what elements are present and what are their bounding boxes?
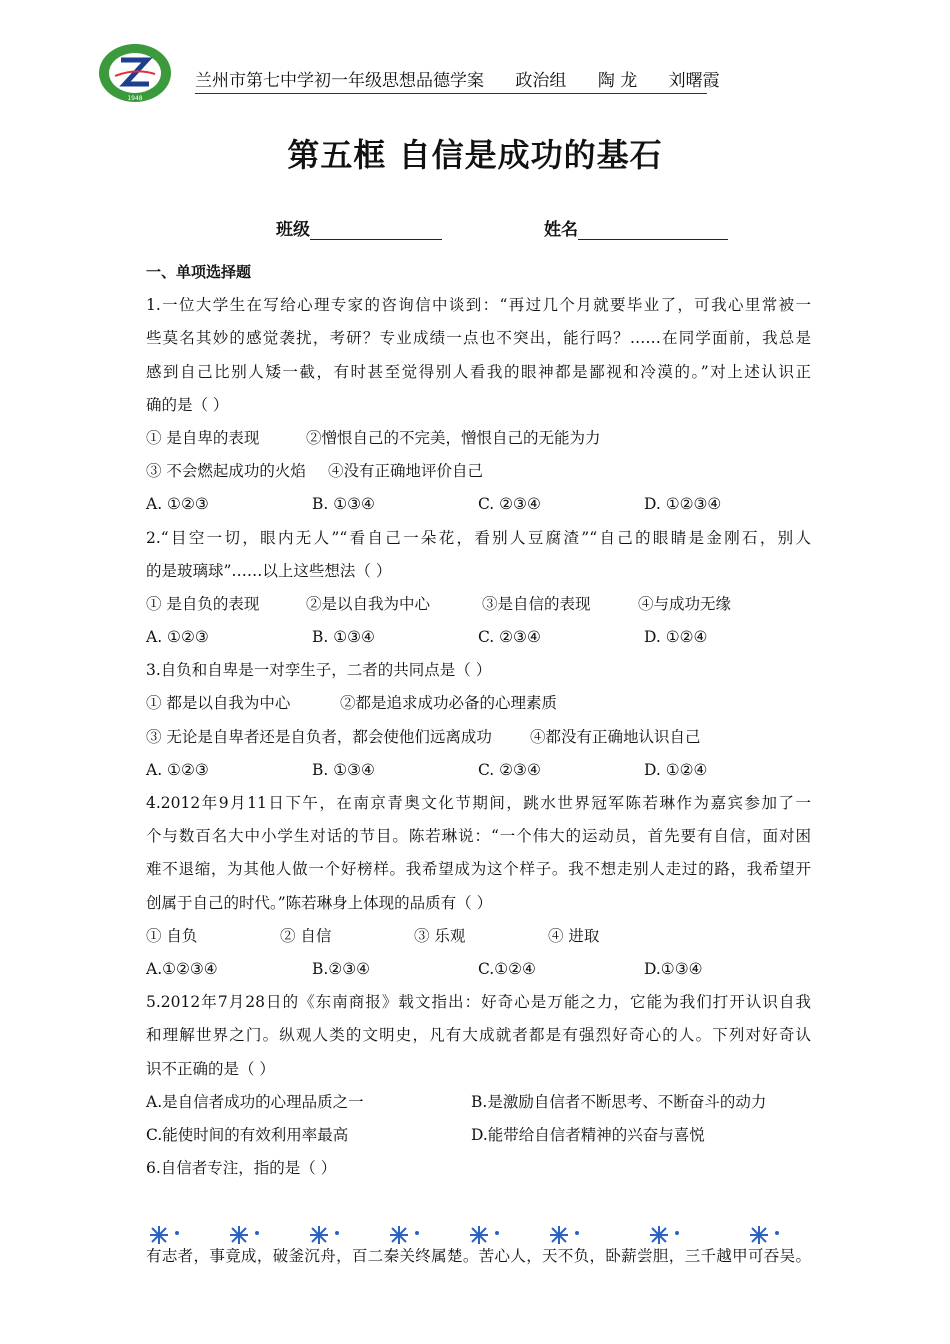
q5-option-c[interactable]: C.能使时间的有效利用率最高: [146, 1125, 349, 1144]
q4-option-c[interactable]: C.①②④: [478, 959, 536, 978]
q2-option-d[interactable]: D. ①②④: [644, 628, 708, 647]
q4-statement: ③ 乐观: [414, 926, 466, 945]
snowflake-icon: [546, 1224, 582, 1246]
snowflake-icon: [146, 1224, 182, 1246]
q4-statement: ② 自信: [280, 926, 332, 945]
q5-line: 识不正确的是（ ）: [146, 1059, 275, 1078]
q4-statement: ① 自负: [146, 926, 198, 945]
name-field[interactable]: [544, 215, 728, 240]
snowflake-icon: [386, 1224, 422, 1246]
q4-option-b[interactable]: B.②③④: [312, 959, 371, 978]
q1-option-d[interactable]: D. ①②③④: [644, 495, 722, 514]
q3-option-c[interactable]: C. ②③④: [478, 760, 541, 779]
q1-statement: ④没有正确地评价自己: [328, 462, 484, 481]
q5-option-b[interactable]: B.是激励自信者不断思考、不断奋斗的动力: [471, 1092, 767, 1111]
q3-statement: ④都没有正确地认识自己: [530, 727, 701, 746]
snowflake-icon: [306, 1224, 342, 1246]
q2-line: 的是玻璃球”……以上这些想法（ ）: [146, 561, 392, 580]
q3-option-a[interactable]: A. ①②③: [146, 760, 209, 779]
snowflake-icon: [466, 1224, 502, 1246]
header-author-2: 刘曙霞: [668, 71, 720, 91]
q3-option-b[interactable]: B. ①③④: [312, 760, 375, 779]
q5-option-a[interactable]: A.是自信者成功的心理品质之一: [146, 1092, 364, 1111]
q3-option-d[interactable]: D. ①②④: [644, 760, 708, 779]
q3-statements: [146, 687, 811, 720]
question-list: [146, 256, 811, 1185]
section-title: 一、单项选择题: [146, 263, 252, 281]
q3-line: 3.自负和自卑是一对孪生子，二者的共同点是（ ）: [146, 661, 492, 680]
q2-statement: ③是自信的表现: [482, 594, 591, 613]
q2-statement: ④与成功无缘: [638, 594, 732, 613]
header-author-1: 陶 龙: [597, 71, 638, 91]
footer-quote: 有志者，事竟成，破釜沉舟，百二秦关终属楚。苦心人，天不负，卧薪尝胆，三千越甲可吞吴。: [146, 1247, 811, 1265]
q1-statement: ②憎恨自己的不完美，憎恨自己的无能为力: [306, 428, 601, 447]
q2-line: 2.“目空一切，眼内无人”“看自己一朵花，看别人豆腐渣”“自己的眼睛是金刚石，别人: [146, 528, 811, 547]
class-blank[interactable]: [310, 221, 442, 240]
q3-options: [146, 754, 811, 787]
q5-option-d[interactable]: D.能带给自信者精神的兴奋与喜悦: [471, 1125, 705, 1144]
q3-statements: [146, 721, 811, 754]
q4-statements: [146, 920, 811, 953]
q2-option-b[interactable]: B. ①③④: [312, 628, 375, 647]
q1-line: 1.一位大学生在写给心理专家的咨询信中谈到：“再过几个月就要毕业了，可我心里常被一: [146, 296, 811, 315]
q4-option-d[interactable]: D.①③④: [644, 959, 703, 978]
page-title: 第五框 自信是成功的基石: [287, 136, 663, 174]
q5-line: 5.2012年7月28日的《东南商报》载文指出：好奇心是万能之力，它能为我们打开认识自我: [146, 993, 811, 1012]
q3-statement: ③ 无论是自卑者还是自负者，都会使他们远离成功: [146, 727, 492, 746]
q2-options: [146, 621, 811, 654]
q4-option-a[interactable]: A.①②③④: [146, 959, 218, 978]
q2-statement: ②是以自我为中心: [306, 594, 431, 613]
class-label: 班级: [276, 220, 310, 240]
q5-options: [146, 1119, 811, 1152]
page-header: [195, 66, 720, 94]
header-school: 兰州市第七中学初一年级思想品德学案: [195, 71, 484, 91]
q1-statement: ① 是自卑的表现: [146, 428, 260, 447]
q4-line: 创属于自己的时代。”陈若琳身上体现的品质有（ ）: [146, 893, 493, 912]
q1-option-a[interactable]: A. ①②③: [146, 495, 209, 514]
q5-line: 和理解世界之门。纵观人类的文明史，凡有大成就者都是有强烈好奇心的人。下列对好奇认: [146, 1026, 811, 1045]
q1-option-c[interactable]: C. ②③④: [478, 495, 541, 514]
name-label: 姓名: [544, 220, 578, 240]
q2-statements: [146, 588, 811, 621]
q2-statement: ① 是自负的表现: [146, 594, 260, 613]
snowflake-icon: [226, 1224, 262, 1246]
q4-line: 个与数百名大中小学生对话的节目。陈若琳说：“一个伟大的运动员，首先要有自信，面对困: [146, 827, 811, 846]
q4-statement: ④ 进取: [548, 926, 600, 945]
class-field[interactable]: [276, 215, 442, 240]
snowflake-icon: [746, 1224, 782, 1246]
q1-statements: [146, 422, 811, 455]
q1-line: 确的是（ ）: [146, 395, 229, 414]
logo-year: 1948: [127, 95, 143, 102]
name-blank[interactable]: [578, 221, 728, 240]
q3-statement: ① 都是以自我为中心: [146, 694, 291, 713]
q5-options: [146, 1086, 811, 1119]
snowflake-icon: [646, 1224, 682, 1246]
q1-option-b[interactable]: B. ①③④: [312, 495, 375, 514]
q2-option-a[interactable]: A. ①②③: [146, 628, 209, 647]
q2-option-c[interactable]: C. ②③④: [478, 628, 541, 647]
q1-line: 感到自己比别人矮一截，有时甚至觉得别人看我的眼神都是鄙视和冷漠的。”对上述认识正: [146, 362, 811, 381]
q1-statement: ③ 不会燃起成功的火焰: [146, 462, 306, 481]
footer-decoration: [146, 1224, 811, 1246]
q1-line: 些莫名其妙的感觉袭扰，考研？专业成绩一点也不突出，能行吗？……在同学面前，我总是: [146, 329, 811, 348]
header-group: 政治组: [515, 71, 567, 91]
q1-options: [146, 488, 811, 521]
q1-statements: [146, 455, 811, 488]
q4-options: [146, 953, 811, 986]
q4-line: 难不退缩，为其他人做一个好榜样。我希望成为这个样子。我不想走别人走过的路，我希望开: [146, 860, 811, 879]
q3-statement: ②都是追求成功必备的心理素质: [340, 694, 558, 713]
q6-line: 6.自信者专注，指的是（ ）: [146, 1159, 337, 1178]
q4-line: 4.2012年9月11日下午，在南京青奥文化节期间，跳水世界冠军陈若琳作为嘉宾参加了一: [146, 794, 811, 812]
school-logo: [97, 42, 173, 104]
